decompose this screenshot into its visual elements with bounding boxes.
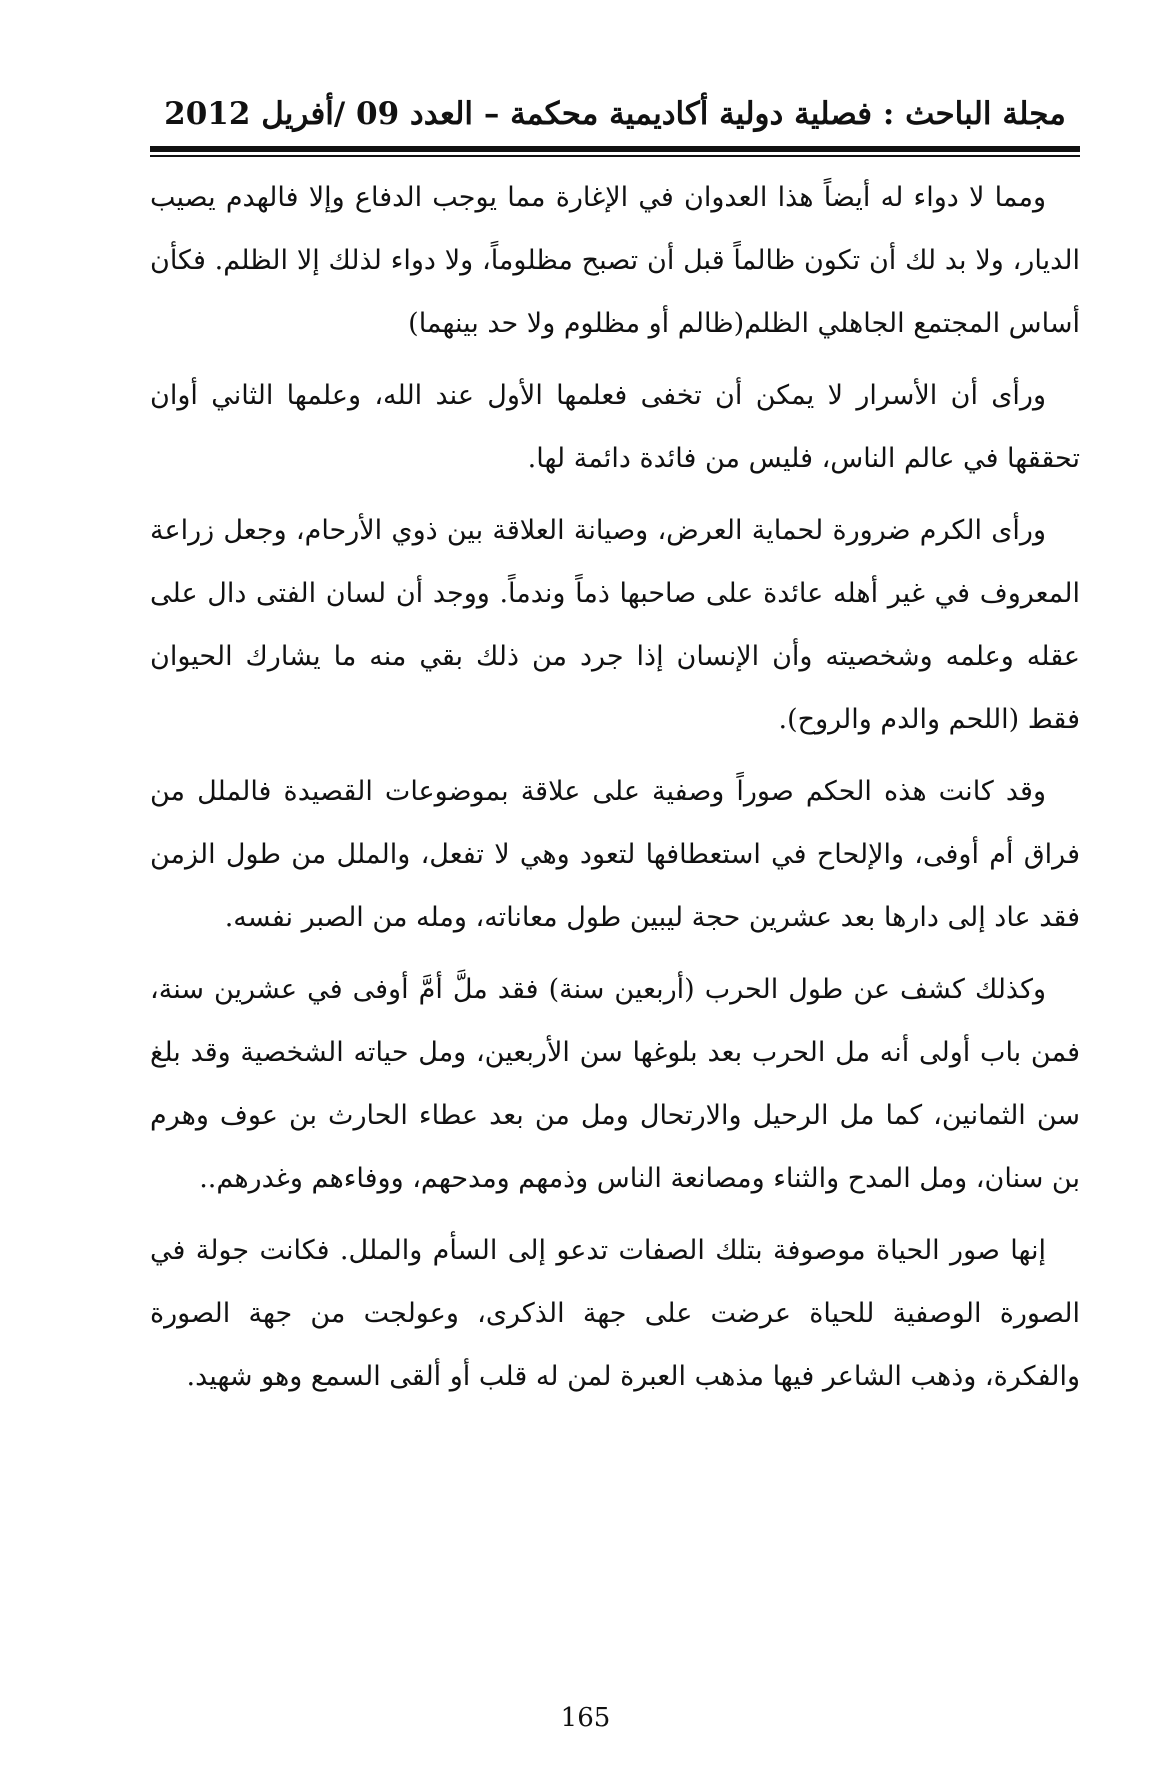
header-rule-thin [150,155,1080,157]
paragraph-5: وكذلك كشف عن طول الحرب (أربعين سنة) فقد ملَّ أمَّ أوفى في عشرين سنة، فمن باب أولى أنه مل الحرب بعد بلوغها سن الأربعين، ومل حياته الشخصية وقد بلغ سن الثمانين، كما مل الرحيل والارتحال ومل من بعد عطاء الحارث بن عوف وهرم بن سنان، ومل المدح والثناء ومصانعة الناس وذمهم ومدحهم، ووفاءهم وغدرهم.. [150,974,1080,1194]
paragraph-2: ورأى أن الأسرار لا يمكن أن تخفى فعلمها الأول عند الله، وعلمها الثاني أوان تحققها في عالم الناس، فليس من فائدة دائمة لها. [150,380,1080,474]
header-rule-thick [150,146,1080,152]
paragraph-3: ورأى الكرم ضرورة لحماية العرض، وصيانة العلاقة بين ذوي الأرحام، وجعل زراعة المعروف في غير أهله عائدة على صاحبها ذماً وندماً. ووجد أن لسان الفتى دال على عقله وعلمه وشخصيته وأن الإنسان إذا جرد من ذلك بقي منه ما يشارك الحيوان فقط (اللحم والدم والروح). [150,515,1080,735]
journal-running-header: مجلة الباحث : فصلية دولية أكاديمية محكمة – العدد 09 /أفريل 2012 [164,96,1066,132]
paragraph-4: وقد كانت هذه الحكم صوراً وصفية على علاقة بموضوعات القصيدة فالملل من فراق أم أوفى، والإلحاح في استعطافها لتعود وهي لا تفعل، والملل من طول الزمن فقد عاد إلى دارها بعد عشرين حجة ليبين طول معاناته، ومله من الصبر نفسه. [150,776,1080,933]
body-text [150,166,1080,1417]
paragraph-6: إنها صور الحياة موصوفة بتلك الصفات تدعو إلى السأم والملل. فكانت جولة في الصورة الوصفية للحياة عرضت على جهة الذكرى، وعولجت من جهة الصورة والفكرة، وذهب الشاعر فيها مذهب العبرة لمن له قلب أو ألقى السمع وهو شهيد. [150,1235,1080,1392]
page-number: 165 [560,1703,611,1733]
paragraph-1: ومما لا دواء له أيضاً هذا العدوان في الإغارة مما يوجب الدفاع وإلا فالهدم يصيب الديار، ولا بد لك أن تكون ظالماً قبل أن تصبح مظلوماً، ولا دواء لذلك إلا الظلم. فكأن أساس المجتمع الجاهلي الظلم(ظالم أو مظلوم ولا حد بينهما) [150,182,1080,339]
